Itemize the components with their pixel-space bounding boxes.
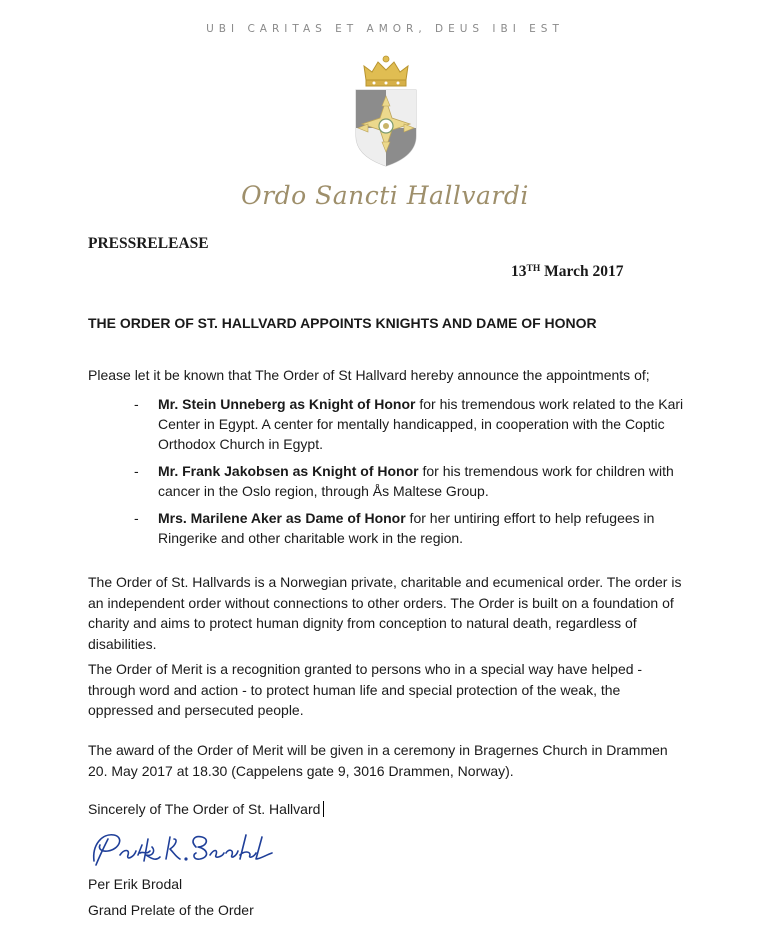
paragraph-ceremony: The award of the Order of Merit will be given in a ceremony in Bragernes Church in Drammen 20. May 2017 at 18.30 (Cappelens gate 9, 3016 Drammen, Norway). xyxy=(88,742,668,779)
release-date xyxy=(511,263,623,281)
appointments-list xyxy=(88,394,688,555)
closing-text: Sincerely of The Order of St. Hallvard xyxy=(88,801,321,817)
crest-icon xyxy=(350,52,422,170)
signature-icon xyxy=(86,825,281,871)
appointee-reason: for his tremendous work related to the Kari Center in Egypt. A center for mentally handicapped, in cooperation with the Coptic Orthodox Church in Egypt. xyxy=(158,396,684,452)
crown-icon xyxy=(364,56,408,86)
closing-line xyxy=(88,801,324,817)
appointee-name: Mr. Frank Jakobsen as Knight of Honor xyxy=(158,463,419,479)
intro-text: Please let it be known that The Order of St Hallvard hereby announce the appointments of; xyxy=(88,367,650,383)
order-name: Ordo Sancti Hallvardi xyxy=(241,181,529,210)
appointee-reason: for her untiring effort to help refugees in Ringerike and other charitable work in the region. xyxy=(158,510,655,546)
shield-icon xyxy=(356,90,416,166)
appointee-name: Mrs. Marilene Aker as Dame of Honor xyxy=(158,510,406,526)
headline: THE ORDER OF ST. HALLVARD APPOINTS KNIGHTS AND DAME OF HONOR xyxy=(88,315,597,331)
appointee-reason: for his tremendous work for children with cancer in the Oslo region, through Ås Maltese Group. xyxy=(158,463,674,499)
date-rest: March 2017 xyxy=(540,263,624,280)
text-cursor xyxy=(323,801,324,817)
list-item: - Mr. Frank Jakobsen as Knight of Honor for his tremendous work for children with cancer in the Oslo region, through Ås Maltese Group. xyxy=(134,463,674,499)
signer-title: Grand Prelate of the Order xyxy=(88,902,254,918)
paragraph-order-of-merit: The Order of Merit is a recognition granted to persons who in a special way have helped - through word and action - to protect human life and special protection of the weak, the oppressed and persecuted people. xyxy=(88,661,643,718)
date-day: 13 xyxy=(511,263,527,280)
date-suffix: TH xyxy=(526,264,541,274)
appointee-name: Mr. Stein Unneberg as Knight of Honor xyxy=(158,396,416,412)
list-item: - Mrs. Marilene Aker as Dame of Honor for her untiring effort to help refugees in Ringerike and other charitable work in the region. xyxy=(134,510,655,546)
signer-name: Per Erik Brodal xyxy=(88,876,183,892)
paragraph-about-order: The Order of St. Hallvards is a Norwegian private, charitable and ecumenical order. The order is an independent order without connections to other orders. The Order is built on a foundation of charity and aims to protect human dignity from conception to natural death, regardless of disabilities. xyxy=(88,574,682,652)
list-item: - Mr. Stein Unneberg as Knight of Honor for his tremendous work related to the Kari Center in Egypt. A center for mentally handicapped, in cooperation with the Coptic Orthodox Church in Egypt. xyxy=(134,396,684,452)
motto: UBI CARITAS ET AMOR, DEUS IBI EST xyxy=(206,23,564,35)
pressrelease-label: PRESSRELEASE xyxy=(88,235,209,252)
